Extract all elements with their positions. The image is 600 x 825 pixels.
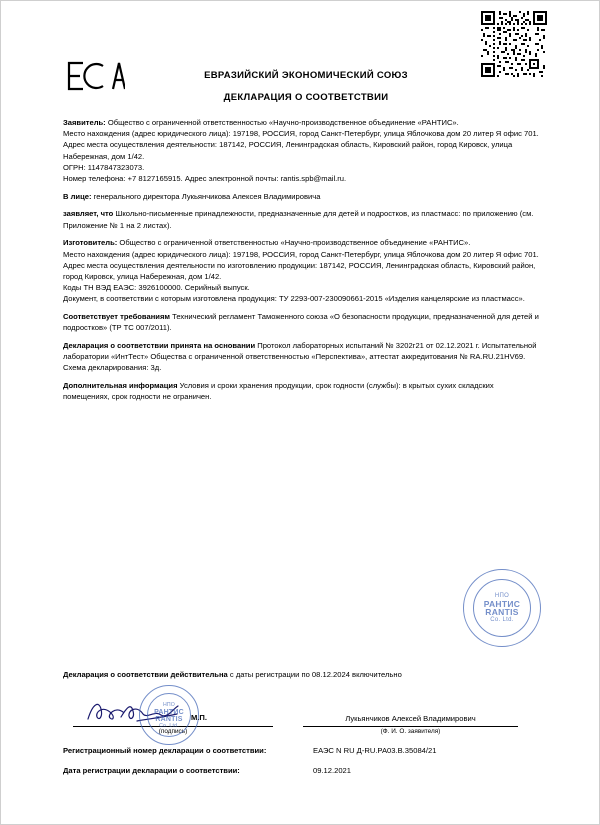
basis-text: Протокол лабораторных испытаний № 3202г21 от 02.12.2021 г. Испытательной лаборатории «ИнтТест» Общества с ограниченной ответственностью «Перспектива», аттестат аккредитования № RA.RU.21HV69. Схема декларирования: 3д.: [63, 340, 537, 373]
manufacturer-activity-address: Адрес места осуществления деятельности по изготовлению продукции: 187142, РОССИЯ, Ленинградская область, Кировский район, город Кировск, улица Набережная, дом 1/42.: [63, 260, 536, 281]
tn-ved-codes: Коды ТН ВЭД ЕАЭС: 3926100000. Серийный выпуск.: [63, 283, 250, 293]
company-stamp-secondary-line-2: РАНТИС: [154, 709, 184, 716]
registration-number-value: ЕАЭС N RU Д-RU.РА03.В.35084/21: [313, 746, 437, 755]
basis-label: Декларация о соответствии принята на основании: [63, 340, 256, 350]
additional-info-label: Дополнительная информация: [63, 381, 178, 391]
document-body: [63, 117, 541, 409]
company-stamp-secondary: [139, 685, 199, 745]
page-subtitle: ДЕКЛАРАЦИЯ О СООТВЕТСТВИИ: [223, 92, 389, 103]
conformity-section: [63, 311, 541, 333]
eac-conformity-mark-icon: [63, 59, 125, 93]
applicant-section: [63, 117, 541, 184]
company-stamp-secondary-line-4: Co. Ltd.: [159, 723, 179, 729]
registration-date-label: Дата регистрации декларации о соответствии:: [63, 766, 240, 775]
signature-caption-right: (Ф. И. О. заявителя): [380, 728, 441, 735]
conformity-text: Технический регламент Таможенного союза «О безопасности продукции, предназначенной для детей и подростков» (ТР ТС 007/2011).: [63, 312, 539, 333]
declares-text: Школьно-письменные принадлежности, предназначенные для детей и подростков, из пластмасс: по приложению (см. Приложение № 1 на 2 листах).: [63, 209, 534, 230]
representative-section: [63, 191, 541, 202]
declares-label: заявляет, что: [63, 209, 114, 219]
additional-info-section: [63, 380, 541, 402]
validity-line: [63, 670, 541, 679]
applicant-activity-address: Адрес места осуществления деятельности: 187142, РОССИЯ, Ленинградская область, Кировский район, город Кировск, улица Набережная, дом 1/42.: [63, 140, 513, 161]
company-stamp-line-2: РАНТИС: [483, 599, 521, 609]
company-stamp-line-3: RANTIS: [485, 607, 519, 617]
applicant-address: Место нахождения (адрес юридического лица): 197198, РОССИЯ, город Санкт-Петербург, улица Яблочкова дом 20 литер Я офис 701.: [63, 129, 539, 139]
applicant-text: Общество с ограниченной ответственностью «Научно-производственное объединение «РАНТИС».: [105, 118, 459, 127]
manufacturer-section: [63, 237, 541, 304]
company-stamp-secondary-line-3: RANTIS: [155, 716, 183, 723]
validity-suffix: с даты регистрации по 08.12.2024 включительно: [227, 670, 402, 679]
validity-prefix: Декларация о соответствии действительна: [63, 670, 228, 679]
declares-section: [63, 208, 541, 230]
manufacturing-document: Документ, в соответствии с которым изготовлена продукция: ТУ 2293-007-230090661-2015 «Изделия канцелярские из пластмасс».: [63, 294, 525, 304]
signature-line-right: [303, 726, 518, 727]
company-stamp-secondary-text: [140, 702, 198, 730]
mp-seal-label: М.П.: [191, 713, 208, 722]
registration-number-label: Регистрационный номер декларации о соответствии:: [63, 746, 267, 755]
basis-section: [63, 340, 541, 374]
additional-info-text: Условия и сроки хранения продукции, срок годности (службы): в крытых сухих складских помещениях, срок годности не ограничен.: [63, 381, 494, 402]
page-title: ЕВРАЗИЙСКИЙ ЭКОНОМИЧЕСКИЙ СОЮЗ: [204, 70, 408, 81]
company-stamp-line-1: НПО: [494, 593, 510, 599]
company-stamp: [463, 569, 541, 647]
manufacturer-text: Общество с ограниченной ответственностью «Научно-производственное объединение «РАНТИС».: [117, 238, 471, 248]
applicant-contacts: Номер телефона: +7 8127165915. Адрес электронной почты: rantis.spb@mail.ru.: [63, 174, 347, 184]
manufacturer-address: Место нахождения (адрес юридического лица): 197198, РОССИЯ, город Санкт-Петербург, улица Яблочкова дом 20 литер Я офис 701.: [63, 249, 539, 259]
conformity-label: Соответствует требованиям: [63, 312, 171, 322]
signatory-name: Лукьянчиков Алексей Владимирович: [345, 714, 476, 723]
company-stamp-line-4: Co. Ltd.: [490, 617, 514, 623]
manufacturer-label: Изготовитель:: [63, 238, 118, 248]
applicant-label: Заявитель:: [63, 118, 106, 127]
applicant-ogrn: ОГРН: 1147847323073.: [63, 162, 145, 172]
representative-label: В лице:: [63, 191, 92, 201]
qr-code: [481, 11, 547, 77]
representative-text: генерального директора Лукьянчикова Алексея Владимировича: [91, 191, 321, 201]
registration-date-row: [63, 765, 541, 776]
company-stamp-secondary-line-1: НПО: [162, 702, 176, 708]
signature-caption-left: (подпись): [158, 728, 188, 735]
company-stamp-text: [464, 592, 540, 624]
registration-fields: [63, 745, 541, 785]
signature-block: [63, 699, 541, 733]
registration-number-row: [63, 745, 541, 756]
registration-date-value: 09.12.2021: [313, 766, 352, 775]
document-title-block: [141, 69, 471, 104]
